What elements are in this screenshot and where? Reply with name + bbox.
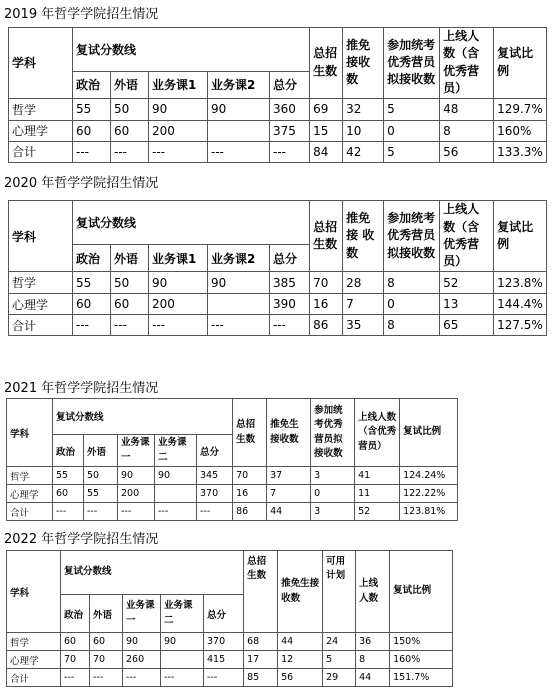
cell: 90 (149, 98, 208, 120)
cell: 129.7% (494, 98, 547, 120)
cell: 13 (440, 294, 494, 315)
cell: 90 (149, 272, 208, 294)
cell: 12 (278, 651, 323, 669)
cell: --- (208, 141, 270, 162)
header-excellent-camp: 参加统考优秀营员拟接收数 (311, 399, 355, 467)
cell: 16 (310, 294, 343, 315)
table-row (9, 120, 547, 141)
cell: --- (270, 315, 310, 336)
cell: 8 (384, 315, 440, 336)
cell: 86 (310, 315, 343, 336)
cell (155, 485, 197, 503)
header-total-score: 总分 (204, 595, 244, 633)
header-retest-ratio: 复试比例 (400, 399, 458, 467)
cell: 160% (390, 651, 453, 669)
header-total-score: 总分 (197, 435, 233, 467)
cell: 375 (270, 120, 310, 141)
section-title-2020: 2020 年哲学学院招生情况 (4, 176, 159, 191)
cell: 90 (118, 467, 155, 485)
header-total-score: 总分 (270, 72, 310, 98)
cell: 42 (343, 141, 384, 162)
cell: 37 (267, 467, 311, 485)
cell: 41 (355, 467, 400, 485)
cell: 44 (267, 503, 311, 521)
cell: 70 (310, 272, 343, 294)
cell: 200 (118, 485, 155, 503)
cell: 8 (384, 272, 440, 294)
cell: --- (61, 669, 90, 687)
header-subject: 学科 (9, 201, 73, 272)
cell: 370 (197, 485, 233, 503)
cell: --- (84, 503, 118, 521)
header-politics: 政治 (73, 72, 111, 98)
cell: 360 (270, 98, 310, 120)
cell: 50 (111, 98, 149, 120)
cell: 0 (384, 294, 440, 315)
header-foreign-language: 外语 (111, 245, 149, 272)
cell: --- (53, 503, 84, 521)
cell (161, 651, 204, 669)
cell: --- (161, 669, 204, 687)
cell: 200 (149, 294, 208, 315)
cell: 5 (384, 141, 440, 162)
header-online-count: 上线人数（含优秀营员） (440, 201, 494, 272)
header-course-1: 业务课一 (123, 595, 161, 633)
cell: 56 (440, 141, 494, 162)
header-online-count: 上线人数（含优秀营员） (440, 28, 494, 99)
cell: 35 (343, 315, 384, 336)
cell: 17 (244, 651, 278, 669)
cell: 15 (310, 120, 343, 141)
cell: 90 (161, 633, 204, 651)
table-row (9, 141, 547, 162)
header-politics: 政治 (61, 595, 90, 633)
cell: 0 (384, 120, 440, 141)
cell: 52 (355, 503, 400, 521)
table-row (7, 467, 458, 485)
cell: 123.8% (494, 272, 547, 294)
cell (208, 120, 270, 141)
cell: 60 (53, 485, 84, 503)
header-total-score: 总分 (270, 245, 310, 272)
cell: --- (197, 503, 233, 521)
header-politics: 政治 (73, 245, 111, 272)
cell: 24 (323, 633, 356, 651)
cell: --- (149, 141, 208, 162)
header-course-2: 业务课二 (161, 595, 204, 633)
admission-table-2019 (8, 27, 547, 163)
cell: --- (111, 315, 149, 336)
header-score-group: 复试分数线 (61, 551, 244, 595)
cell: --- (123, 669, 161, 687)
header-course-2: 业务课二 (155, 435, 197, 467)
header-course-2: 业务课2 (208, 72, 270, 98)
cell: 44 (278, 633, 323, 651)
table-row (7, 503, 458, 521)
cell: 50 (111, 272, 149, 294)
cell: 3 (311, 503, 355, 521)
cell: 48 (440, 98, 494, 120)
header-subject: 学科 (7, 399, 53, 467)
cell: 60 (90, 633, 123, 651)
cell: 28 (343, 272, 384, 294)
cell: 合计 (9, 141, 73, 162)
cell: 70 (233, 467, 267, 485)
cell: 85 (244, 669, 278, 687)
header-score-group: 复试分数线 (73, 201, 310, 245)
header-available-plan: 可用计划 (323, 551, 356, 633)
cell: --- (149, 315, 208, 336)
header-subject: 学科 (9, 28, 73, 99)
header-course-2: 业务课2 (208, 245, 270, 272)
cell: 60 (73, 120, 111, 141)
table-row (7, 485, 458, 503)
cell: 心理学 (7, 485, 53, 503)
cell: 10 (343, 120, 384, 141)
cell: 123.81% (400, 503, 458, 521)
section-title-2022: 2022 年哲学学院招生情况 (4, 532, 159, 547)
table-row (7, 669, 453, 687)
table-row (7, 651, 453, 669)
cell: 心理学 (9, 120, 73, 141)
cell: 70 (90, 651, 123, 669)
cell: 合计 (7, 503, 53, 521)
cell: 144.4% (494, 294, 547, 315)
cell: 心理学 (9, 294, 73, 315)
header-online-count: 上线人数（含优秀营员） (355, 399, 400, 467)
cell: 合计 (9, 315, 73, 336)
cell: 124.24% (400, 467, 458, 485)
cell: 65 (440, 315, 494, 336)
cell: 55 (53, 467, 84, 485)
header-retest-ratio: 复试比例 (494, 201, 547, 272)
cell (208, 294, 270, 315)
section-title-2021: 2021 年哲学学院招生情况 (4, 381, 159, 396)
cell: 90 (208, 98, 270, 120)
header-total-enrollment: 总招生数 (310, 28, 343, 99)
cell: 8 (440, 120, 494, 141)
cell: 11 (355, 485, 400, 503)
cell: 29 (323, 669, 356, 687)
header-course-1: 业务课1 (149, 72, 208, 98)
cell: 哲学 (9, 272, 73, 294)
cell: --- (204, 669, 244, 687)
cell: --- (111, 141, 149, 162)
header-score-group: 复试分数线 (53, 399, 233, 435)
cell: --- (90, 669, 123, 687)
cell: 52 (440, 272, 494, 294)
header-excellent-camp: 参加统考优秀营员拟接收数 (384, 28, 440, 99)
header-course-1: 业务课一 (118, 435, 155, 467)
cell: 390 (270, 294, 310, 315)
cell: 133.3% (494, 141, 547, 162)
cell: 7 (267, 485, 311, 503)
cell: 32 (343, 98, 384, 120)
cell: 150% (390, 633, 453, 651)
header-online-count: 上线人数 (356, 551, 390, 633)
header-politics: 政治 (53, 435, 84, 467)
header-recommended: 推免生接收数 (267, 399, 311, 467)
cell: 69 (310, 98, 343, 120)
cell: 122.22% (400, 485, 458, 503)
cell: 55 (84, 485, 118, 503)
cell: --- (208, 315, 270, 336)
header-foreign-language: 外语 (90, 595, 123, 633)
cell: 哲学 (9, 98, 73, 120)
cell: 8 (356, 651, 390, 669)
cell: 70 (61, 651, 90, 669)
cell: 哲学 (7, 467, 53, 485)
cell: 心理学 (7, 651, 61, 669)
cell: 160% (494, 120, 547, 141)
admission-table-2022 (6, 550, 453, 687)
section-title-2019: 2019 年哲学学院招生情况 (4, 7, 159, 22)
cell: 55 (73, 272, 111, 294)
table-row (7, 633, 453, 651)
cell: 哲学 (7, 633, 61, 651)
header-recommended: 推免生接收数 (278, 551, 323, 633)
cell: 260 (123, 651, 161, 669)
cell: 90 (123, 633, 161, 651)
cell: 5 (384, 98, 440, 120)
cell: --- (118, 503, 155, 521)
cell: 415 (204, 651, 244, 669)
cell: 370 (204, 633, 244, 651)
cell: 60 (73, 294, 111, 315)
admission-table-2021 (6, 398, 458, 521)
cell: 0 (311, 485, 355, 503)
header-retest-ratio: 复试比例 (390, 551, 453, 633)
cell: 合计 (7, 669, 61, 687)
header-total-enrollment: 总招生数 (310, 201, 343, 272)
cell: 16 (233, 485, 267, 503)
table-row (9, 315, 547, 336)
cell: 90 (155, 467, 197, 485)
header-total-enrollment: 总招生数 (233, 399, 267, 467)
header-foreign-language: 外语 (111, 72, 149, 98)
cell: --- (270, 141, 310, 162)
cell: 151.7% (390, 669, 453, 687)
cell: 68 (244, 633, 278, 651)
cell: 3 (311, 467, 355, 485)
cell: 90 (208, 272, 270, 294)
cell: 44 (356, 669, 390, 687)
header-total-enrollment: 总招生数 (244, 551, 278, 633)
cell: 385 (270, 272, 310, 294)
cell: 60 (111, 120, 149, 141)
cell: 127.5% (494, 315, 547, 336)
header-foreign-language: 外语 (84, 435, 118, 467)
cell: 200 (149, 120, 208, 141)
cell: --- (73, 315, 111, 336)
cell: --- (155, 503, 197, 521)
admission-table-2020 (8, 200, 547, 336)
cell: 5 (323, 651, 356, 669)
cell: 345 (197, 467, 233, 485)
cell: 36 (356, 633, 390, 651)
cell: 84 (310, 141, 343, 162)
header-recommended: 推免接 收 数 (343, 201, 384, 272)
header-subject: 学科 (7, 551, 61, 633)
header-excellent-camp: 参加统考优秀营员拟接收数 (384, 201, 440, 272)
cell: 86 (233, 503, 267, 521)
cell: 55 (73, 98, 111, 120)
cell: 60 (61, 633, 90, 651)
header-retest-ratio: 复试比例 (494, 28, 547, 99)
cell: --- (73, 141, 111, 162)
header-recommended: 推免接收 数 (343, 28, 384, 99)
cell: 50 (84, 467, 118, 485)
table-row (9, 98, 547, 120)
cell: 7 (343, 294, 384, 315)
cell: 56 (278, 669, 323, 687)
header-course-1: 业务课1 (149, 245, 208, 272)
header-score-group: 复试分数线 (73, 28, 310, 72)
table-row (9, 294, 547, 315)
cell: 60 (111, 294, 149, 315)
table-row (9, 272, 547, 294)
